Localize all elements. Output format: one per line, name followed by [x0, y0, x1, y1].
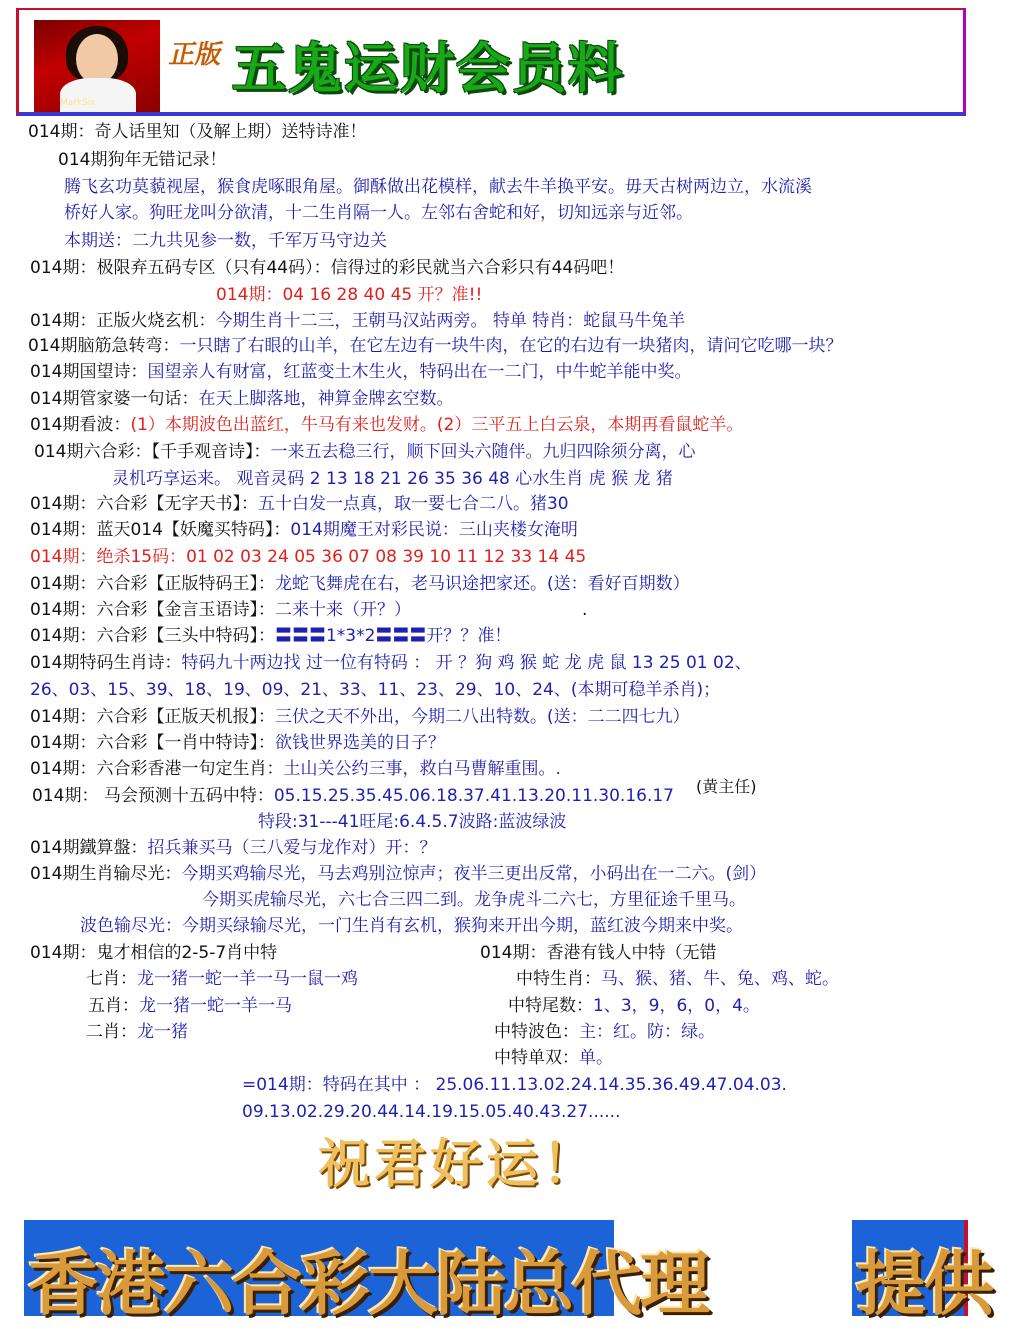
line-15-text: 五十白发一点真，取一要七合二八。猪30 — [257, 494, 569, 514]
line-12-text: (1）本期波色出蓝红，牛马有来也发财。(2）三平五上白云泉，本期再看鼠蛇羊。 — [130, 415, 744, 435]
footer-left-text: 香港六合彩大陆总代理 — [28, 1242, 708, 1325]
line-24 — [30, 731, 445, 755]
line-23 — [30, 705, 690, 729]
line-24-text: 欲钱世界选美的日子？ — [274, 733, 445, 753]
line-8-text: 今期生肖十二三，王朝马汉站两旁。 特单 特肖：蛇鼠马牛兔羊 — [215, 311, 686, 331]
line-26 — [32, 784, 674, 808]
line-1: 014期：奇人话里知（及解上期）送特诗准！ — [28, 122, 367, 142]
footer-right-text: 提供 — [856, 1242, 992, 1325]
line-4: 桥好人家。狗旺龙叫分欲清，十二生肖隔一人。左邻右舍蛇和好，切知远亲与近邻。 — [64, 203, 693, 223]
right-row-2-value: 1、3，9，6，0，4。 — [593, 996, 760, 1016]
right-row-1-value: 马、猴、猪、牛、兔、鸡、蛇。 — [601, 969, 839, 989]
right-row-1 — [516, 967, 839, 991]
line-10-text: 国望亲人有财富，红蓝变土木生火，特码出在一二门，中牛蛇羊能中奖。 — [147, 362, 692, 382]
line-19-label: 014期：六合彩【金言玉语诗】： — [30, 600, 275, 620]
line-27: 特段:31---41旺尾:6.4.5.7波路:蓝波绿波 — [258, 812, 567, 832]
line-20-label: 014期：六合彩【三头中特码】： — [30, 626, 275, 646]
right-row-2 — [508, 994, 760, 1018]
line-2: 014期狗年无错记录！ — [58, 150, 227, 170]
line-8 — [30, 309, 685, 333]
line-13 — [34, 440, 695, 464]
photo-caption: MarkSix — [60, 98, 96, 108]
two-label: 二肖： — [86, 1022, 137, 1042]
line-6: 014期：极限弃五码专区（只有44码）：信得过的彩民就当六合彩只有44码吧！ — [30, 258, 625, 278]
seven-label: 七肖： — [86, 969, 137, 989]
line-21-text: 特码九十两边找 过一位有特码 ： 开 ？狗 鸡 猴 蛇 龙 虎 鼠 13 25 01 02、 — [181, 653, 752, 673]
page-title: 五鬼运财会员料 — [232, 37, 624, 100]
line-20-text: 〓〓〓1*3*2〓〓〓开？？准！ — [274, 626, 512, 646]
five-value: 龙一猪一蛇一羊一马 — [139, 996, 292, 1016]
header-photo — [34, 20, 160, 112]
line-19-dot: . — [582, 600, 588, 620]
right-row-4-label: 中特单双： — [494, 1048, 579, 1068]
line-18 — [30, 572, 690, 596]
line-29-text: 今期买鸡输尽光，马去鸡别泣惊声；夜半三更出反常，小码出在一二六。(剑） — [181, 864, 767, 884]
line-9-label: 014期脑筋急转弯： — [28, 336, 180, 356]
line-5: 本期送：二九共见参一数，千军万马守边关 — [64, 231, 387, 251]
line-10-label: 014期国望诗： — [30, 362, 148, 382]
final-line-2: 09.13.02.29.20.44.14.19.15.05.40.43.27...... — [242, 1102, 621, 1122]
line-28-label: 014期鐵算盤： — [30, 838, 148, 858]
line-28-text: 招兵兼买马（三八爱与龙作对）开：？ — [147, 838, 437, 858]
line-12 — [30, 413, 743, 437]
final-line-1: =014期：特码在其中 ： 25.06.11.13.02.24.14.35.36.49.47.04.03. — [242, 1075, 787, 1095]
line-13-label: 014期六合彩：【千手观音诗】： — [34, 442, 271, 462]
line-18-text: 龙蛇飞舞虎在右，老马识途把家还。(送：看好百期数） — [274, 574, 690, 594]
line-16-label: 014期：蓝天014【妖魔买特码】： — [30, 520, 291, 540]
line-11-text: 在天上脚落地，神算金牌玄空数。 — [198, 389, 454, 409]
line-30: 今期买虎输尽光，六七合三四二到。龙争虎斗二六七，方里征途千里马。 — [202, 890, 746, 910]
line-7: 014期：04 16 28 40 45 开？准!! — [216, 285, 483, 305]
good-luck-wish: 祝君好运！ — [318, 1134, 599, 1195]
line-8-label: 014期：正版火烧玄机： — [30, 311, 216, 331]
line-26-label: 014期： 马会预测十五码中特： — [32, 786, 274, 806]
line-18-label: 014期：六合彩【正版特码王】： — [30, 574, 275, 594]
line-26-text: 05.15.25.35.45.06.18.37.41.13.20.11.30.16.17 — [273, 786, 674, 806]
line-20 — [30, 624, 511, 648]
line-25-text: 土山关公约三事，救白马曹解重围。. — [283, 759, 561, 779]
line-29 — [30, 862, 766, 886]
right-row-4 — [494, 1046, 613, 1070]
line-9 — [28, 334, 842, 358]
line-31: 波色输尽光：今期买绿输尽光，一门生肖有玄机，猴狗来开出今期，蓝红波今期来中奖。 — [80, 916, 743, 936]
line-11-label: 014期管家婆一句话： — [30, 389, 199, 409]
right-row-2-label: 中特尾数： — [508, 996, 593, 1016]
five-zodiac — [88, 994, 292, 1018]
right-row-3 — [494, 1020, 715, 1044]
line-16-text: 014期魔王对彩民说：三山夹楼女淹明 — [290, 520, 578, 540]
line-19-text: 二来十来（开？） — [274, 600, 411, 620]
left-title: 014期：鬼才相信的2-5-7肖中特 — [30, 943, 278, 963]
line-21-label: 014期特码生肖诗： — [30, 653, 182, 673]
line-23-text: 三伏之天不外出，今期二八出特数。(送：二二四七九） — [274, 707, 690, 727]
line-10 — [30, 360, 691, 384]
line-17: 014期：绝杀15码：01 02 03 24 05 36 07 08 39 10 11 12 33 14 45 — [30, 547, 587, 567]
five-label: 五肖： — [88, 996, 139, 1016]
line-14: 灵机巧享运来。 观音灵码 2 13 18 21 26 35 36 48 心水生肖 虎 猴 龙 猪 — [112, 469, 673, 489]
right-row-4-value: 单。 — [579, 1048, 613, 1068]
line-11 — [30, 387, 453, 411]
line-12-label: 014期看波： — [30, 415, 131, 435]
line-26-note: (黄主任) — [696, 777, 757, 796]
line-24-label: 014期：六合彩【一肖中特诗】： — [30, 733, 275, 753]
line-25-label: 014期：六合彩香港一句定生肖： — [30, 759, 284, 779]
line-15-label: 014期：六合彩【无字天书】： — [30, 494, 258, 514]
line-28 — [30, 836, 436, 860]
line-25 — [30, 757, 561, 781]
seven-zodiac — [86, 967, 358, 991]
two-zodiac — [86, 1020, 188, 1044]
right-row-3-label: 中特波色： — [494, 1022, 579, 1042]
line-9-text: 一只瞎了右眼的山羊，在它左边有一块牛肉，在它的右边有一块猪肉，请问它吃哪一块？ — [179, 336, 843, 356]
seven-value: 龙一猪一蛇一羊一马一鼠一鸡 — [137, 969, 358, 989]
photo-face — [76, 34, 118, 84]
line-29-label: 014期生肖输尽光： — [30, 864, 182, 884]
line-3: 腾飞玄功莫藐视屋，猴食虎啄眼角屋。御酥做出花模样，献去牛羊换平安。毋天古树两边立，水流溪 — [64, 177, 812, 197]
right-row-1-label: 中特生肖： — [516, 969, 601, 989]
line-13-text: 一来五去稳三行，顺下回头六随伴。九归四除须分离，心 — [270, 442, 696, 462]
line-23-label: 014期：六合彩【正版天机报】： — [30, 707, 275, 727]
right-row-3-value: 主：红。防：绿。 — [579, 1022, 715, 1042]
two-value: 龙一猪 — [137, 1022, 188, 1042]
line-21 — [30, 651, 752, 675]
line-19 — [30, 598, 411, 622]
right-title: 014期：香港有钱人中特（无错 — [480, 943, 717, 963]
line-15 — [30, 492, 569, 516]
line-16 — [30, 518, 578, 542]
line-22: 26、03、15、39、18、19、09、21、33、11、23、29、10、24、(本期可稳羊杀肖)； — [30, 680, 721, 700]
zhengban-badge: 正版 — [166, 40, 226, 70]
